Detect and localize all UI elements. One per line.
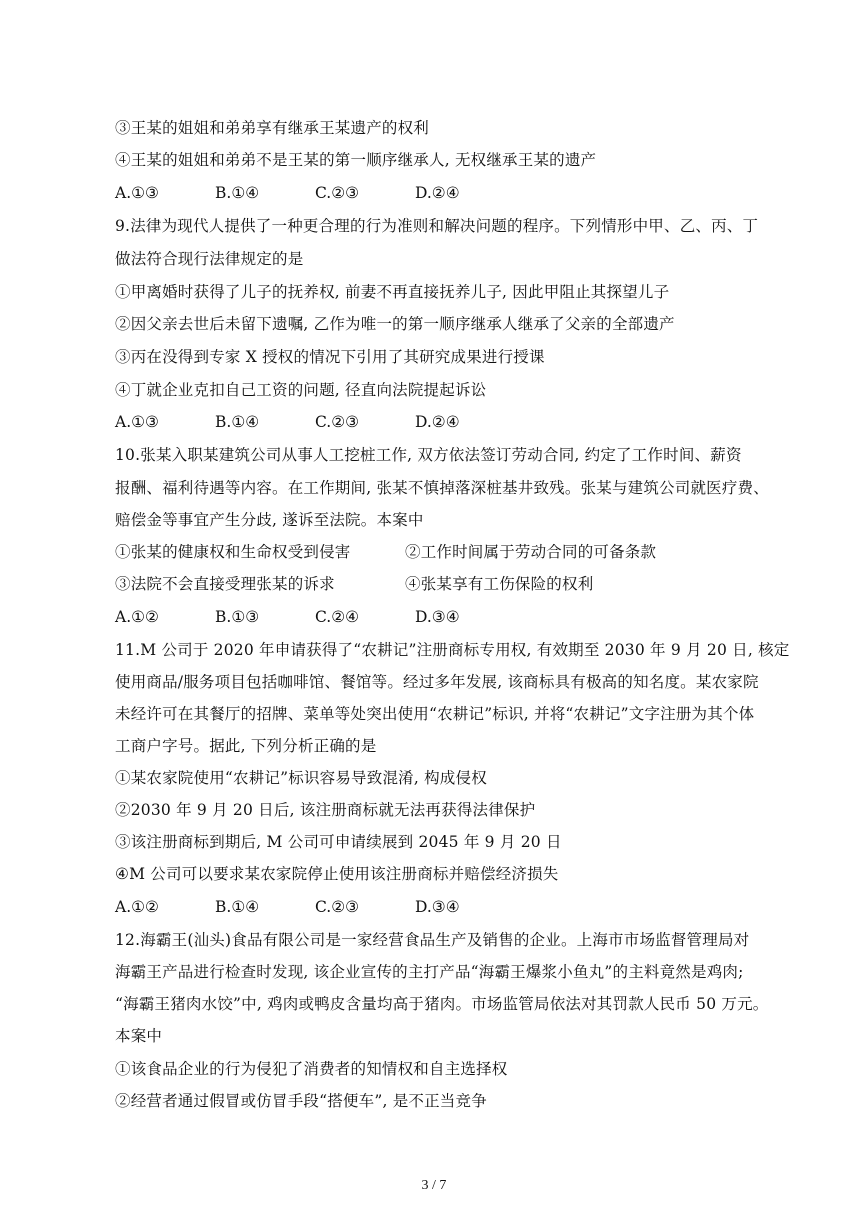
q11-choice-1: ①某农家院使用“农耕记”标识容易导致混淆, 构成侵权 <box>115 769 487 787</box>
option-d: D.③④ <box>415 898 460 916</box>
option-b: B.①④ <box>215 898 260 916</box>
option-d: D.②④ <box>415 184 460 202</box>
q9-stem-line-1: 9.法律为现代人提供了一种更合理的行为准则和解决问题的程序。下列情形中甲、乙、丙、丁 <box>115 217 759 235</box>
q10-stem-line-2: 报酬、福利待遇等内容。在工作期间, 张某不慎掉落深桩基井致残。张某与建筑公司就医疗费、 <box>115 479 769 497</box>
q11-stem-line-3: 未经许可在其餐厅的招牌、菜单等处突出使用“农耕记”标识, 并将“农耕记”文字注册为其个体 <box>115 705 755 723</box>
q10-choice-1: ①张某的健康权和生命权受到侵害 <box>115 543 351 561</box>
page-number: 3 / 7 <box>421 1178 447 1193</box>
option-c: C.②③ <box>315 184 360 202</box>
option-b: B.①④ <box>215 413 260 431</box>
q9-choice-1: ①甲离婚时获得了儿子的抚养权, 前妻不再直接抚养儿子, 因此甲阻止其探望儿子 <box>115 283 670 301</box>
option-b: B.①③ <box>215 608 260 626</box>
q12-choice-2: ②经营者通过假冒或仿冒手段“搭便车”, 是不正当竞争 <box>115 1092 487 1110</box>
q10-stem-line-3: 赔偿金等事宜产生分歧, 遂诉至法院。本案中 <box>115 511 424 529</box>
option-d: D.③④ <box>415 608 460 626</box>
q9-choice-2: ②因父亲去世后未留下遗嘱, 乙作为唯一的第一顺序继承人继承了父亲的全部遗产 <box>115 315 675 333</box>
q10-choice-4: ④张某享有工伤保险的权利 <box>405 575 594 593</box>
q12-stem-line-4: 本案中 <box>115 1027 163 1045</box>
option-c: C.②④ <box>315 608 360 626</box>
q12-choice-1: ①该食品企业的行为侵犯了消费者的知情权和自主选择权 <box>115 1060 508 1078</box>
option-d: D.②④ <box>415 413 460 431</box>
option-a: A.①③ <box>115 413 159 431</box>
q12-stem-line-3: “海霸王猪肉水饺”中, 鸡肉或鸭皮含量均高于猪肉。市场监管局依法对其罚款人民币 50 万元。 <box>115 995 769 1013</box>
q11-stem-line-2: 使用商品/服务项目包括咖啡馆、餐馆等。经过多年发展, 该商标具有极高的知名度。某农家院 <box>115 673 759 691</box>
q12-stem-line-1: 12.海霸王(汕头)食品有限公司是一家经营食品生产及销售的企业。上海市市场监督管理局对 <box>115 931 750 949</box>
q12-stem-line-2: 海霸王产品进行检查时发现, 该企业宣传的主打产品“海霸王爆浆小鱼丸”的主料竟然是鸡肉; <box>115 963 744 981</box>
option-a: A.①② <box>115 898 159 916</box>
q11-choice-2: ②2030 年 9 月 20 日后, 该注册商标就无法再获得法律保护 <box>115 801 536 819</box>
q8-choice-4: ④王某的姐姐和弟弟不是王某的第一顺序继承人, 无权继承王某的遗产 <box>115 151 597 169</box>
q11-stem-line-4: 工商户字号。据此, 下列分析正确的是 <box>115 737 377 755</box>
option-c: C.②③ <box>315 898 360 916</box>
option-b: B.①④ <box>215 184 260 202</box>
q10-choice-3: ③法院不会直接受理张某的诉求 <box>115 575 335 593</box>
option-a: A.①② <box>115 608 159 626</box>
q11-stem-line-1: 11.M 公司于 2020 年申请获得了“农耕记”注册商标专用权, 有效期至 2030 年 9 月 20 日, 核定 <box>115 641 790 659</box>
q9-stem-line-2: 做法符合现行法律规定的是 <box>115 250 304 268</box>
q10-choice-2: ②工作时间属于劳动合同的可备条款 <box>405 543 657 561</box>
q9-choice-4: ④丁就企业克扣自己工资的问题, 径直向法院提起诉讼 <box>115 381 487 399</box>
q8-choice-3: ③王某的姐姐和弟弟享有继承王某遗产的权利 <box>115 119 430 137</box>
q11-choice-3: ③该注册商标到期后, M 公司可申请续展到 2045 年 9 月 20 日 <box>115 833 562 851</box>
q10-stem-line-1: 10.张某入职某建筑公司从事人工挖桩工作, 双方依法签订劳动合同, 约定了工作时间、薪资 <box>115 446 742 464</box>
option-c: C.②③ <box>315 413 360 431</box>
q9-choice-3: ③丙在没得到专家 X 授权的情况下引用了其研究成果进行授课 <box>115 348 545 366</box>
q11-choice-4: ④M 公司可以要求某农家院停止使用该注册商标并赔偿经济损失 <box>115 865 559 883</box>
option-a: A.①③ <box>115 184 159 202</box>
